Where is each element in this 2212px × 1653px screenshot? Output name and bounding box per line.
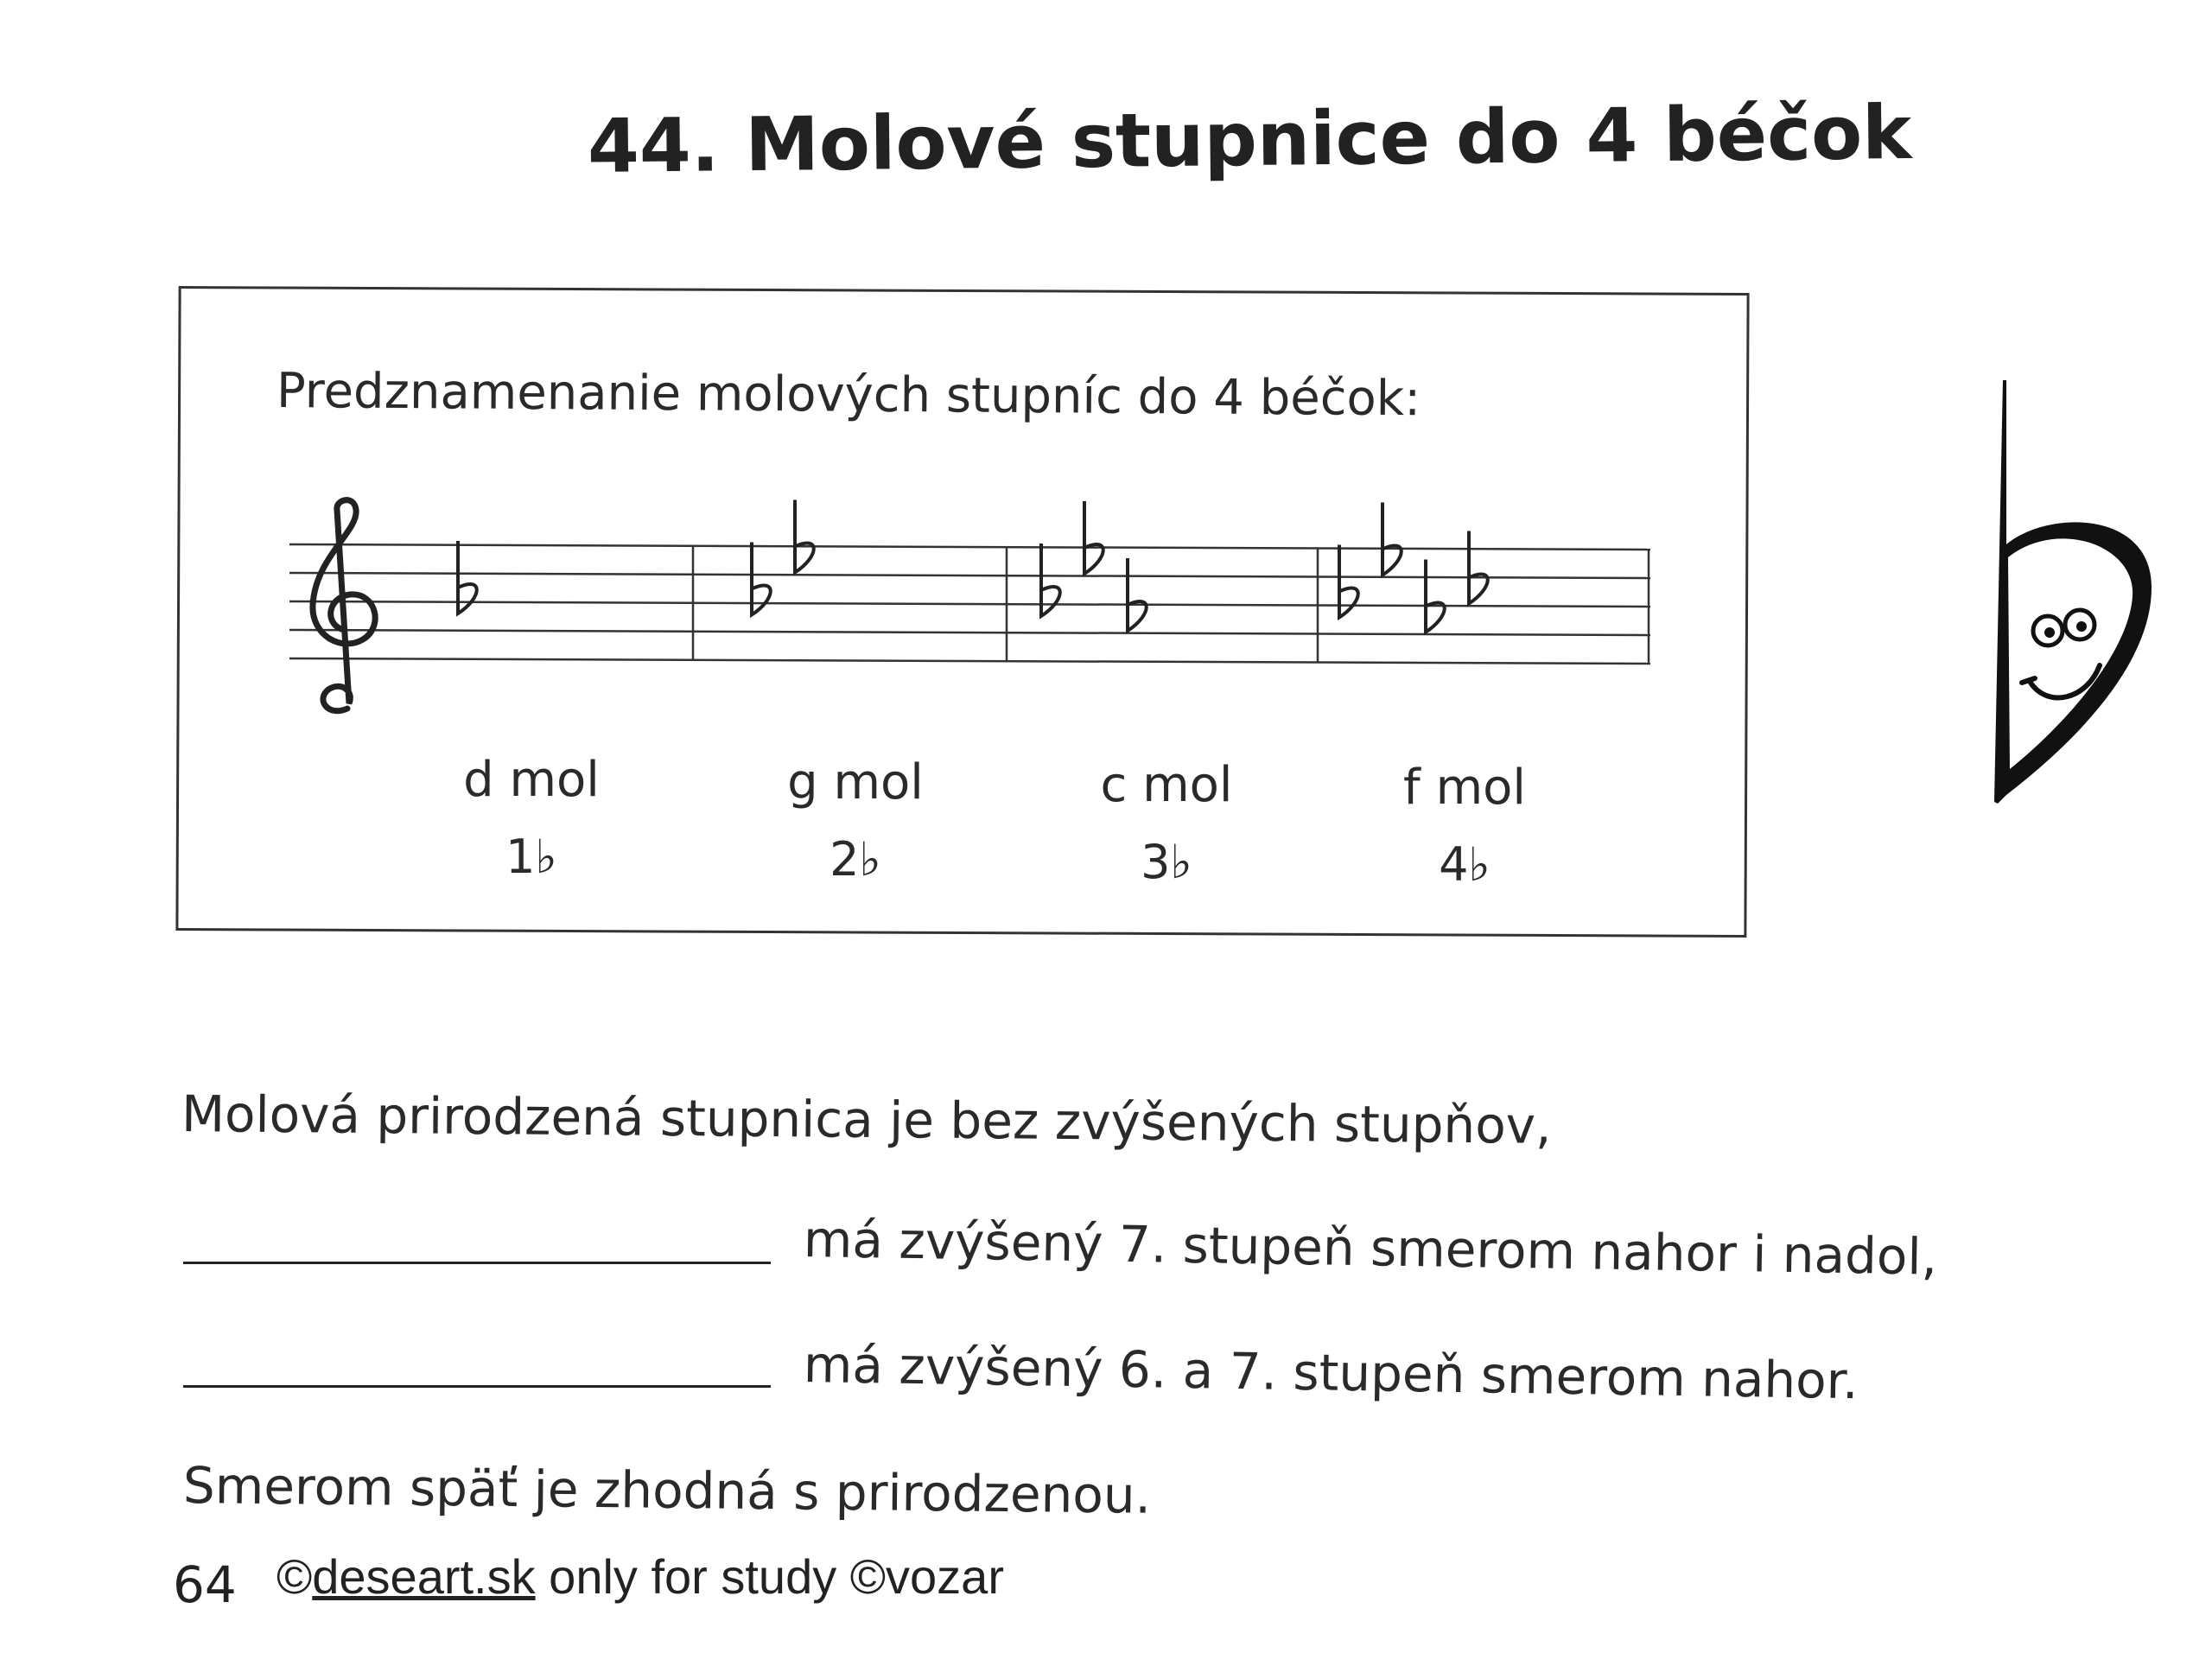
key-name-c-mol: c mol [1100, 757, 1233, 813]
music-staff [276, 493, 1659, 726]
flat-icon [1382, 503, 1402, 575]
flat-icon [1469, 531, 1488, 604]
flat-count-3: 3♭ [1141, 835, 1192, 889]
footer-link[interactable]: deseart.sk [312, 1549, 536, 1604]
flat-icon [795, 500, 814, 573]
text-line-harmonic: má zvýšený 7. stupeň smerom nahor i nadol, [803, 1210, 1938, 1287]
box-heading: Predznamenanie molových stupníc do 4 béčok: [276, 363, 1421, 428]
text-line-natural-minor: Molová prirodzená stupnica je bez zvýšených stupňov, [181, 1084, 1552, 1155]
footer-rest: only for study ©vozar [535, 1549, 1004, 1604]
flat-count-4: 4♭ [1439, 837, 1491, 892]
key-name-f-mol: f mol [1403, 760, 1526, 816]
flat-signs [458, 500, 1488, 633]
answer-blank-2[interactable] [183, 1385, 771, 1388]
staff-lines [289, 544, 1650, 664]
text-line-descending: Smerom späť je zhodná s prirodzenou. [182, 1456, 1152, 1525]
flat-mascot-icon [1987, 380, 2160, 812]
text-line-melodic: má zvýšený 6. a 7. stupeň smerom nahor. [803, 1335, 1859, 1411]
key-name-d-mol: d mol [463, 752, 600, 808]
key-name-g-mol: g mol [787, 754, 924, 811]
treble-clef-icon [313, 500, 375, 711]
page-title: 44. Molové stupnice do 4 béčok [587, 89, 1912, 190]
flat-count-2: 2♭ [830, 832, 881, 887]
flat-icon [1084, 501, 1103, 574]
flat-icon [1426, 560, 1445, 633]
flat-count-1: 1♭ [505, 830, 557, 884]
page-number: 64 [173, 1555, 237, 1614]
copyright-symbol: © [276, 1549, 313, 1604]
answer-blank-1[interactable] [183, 1262, 771, 1264]
footer-copyright [276, 1548, 1004, 1605]
flat-icon [1128, 558, 1147, 631]
